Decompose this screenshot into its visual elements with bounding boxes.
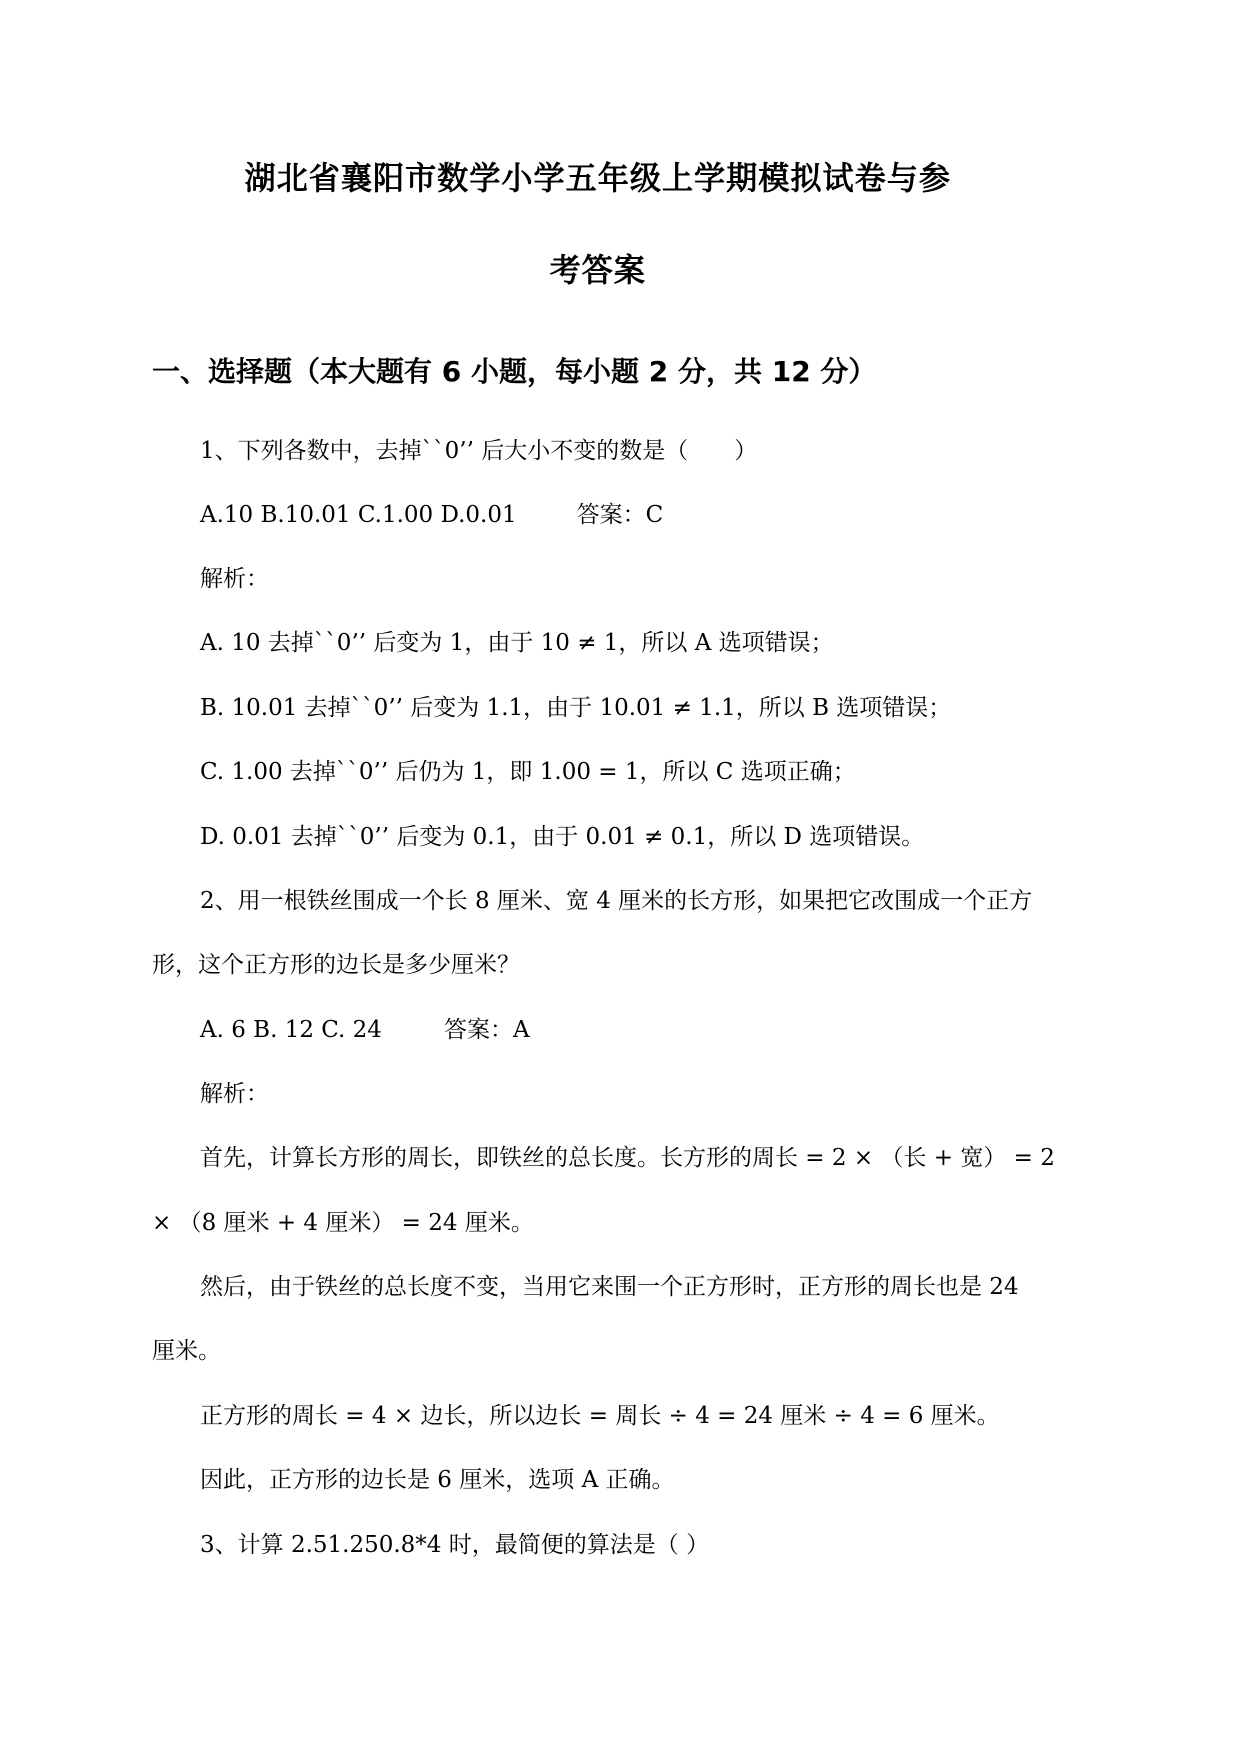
question-1-analysis-d: D. 0.01 去掉``0’’ 后变为 0.1，由于 0.01 ≠ 0.1，所以 D 选项错误。 bbox=[200, 824, 925, 850]
document-title-line-1: 湖北省襄阳市数学小学五年级上学期模拟试卷与参 bbox=[244, 159, 951, 197]
question-1-options-row bbox=[200, 500, 663, 530]
question-2-analysis-3: 然后，由于铁丝的总长度不变，当用它来围一个正方形时，正方形的周长也是 24 bbox=[200, 1274, 1019, 1300]
question-2-analysis-6: 因此，正方形的边长是 6 厘米，选项 A 正确。 bbox=[200, 1467, 675, 1493]
question-3: 3、计算 2.51.250.8*4 时，最简便的算法是（ ） bbox=[200, 1532, 710, 1558]
question-2-options-row bbox=[200, 1015, 530, 1045]
question-1-analysis-b: B. 10.01 去掉``0’’ 后变为 1.1，由于 10.01 ≠ 1.1，所以 B 选项错误； bbox=[200, 695, 952, 721]
question-2-options: A. 6 B. 12 C. 24 bbox=[200, 1017, 382, 1043]
question-2-answer: 答案：A bbox=[443, 1017, 530, 1043]
question-1: 1、下列各数中，去掉``0’’ 后大小不变的数是（ ） bbox=[200, 438, 758, 464]
question-1-options: A.10 B.10.01 C.1.00 D.0.01 bbox=[200, 502, 517, 528]
document-title-line-2: 考答案 bbox=[549, 251, 646, 289]
question-2-analysis-2: × （8 厘米 + 4 厘米） = 24 厘米。 bbox=[152, 1210, 534, 1236]
question-2-analysis-label: 解析： bbox=[200, 1081, 269, 1107]
question-2-line-1: 2、用一根铁丝围成一个长 8 厘米、宽 4 厘米的长方形，如果把它改围成一个正方 bbox=[200, 888, 1033, 914]
question-1-analysis-label: 解析： bbox=[200, 566, 269, 592]
question-1-answer: 答案：C bbox=[576, 502, 664, 528]
question-1-analysis-c: C. 1.00 去掉``0’’ 后仍为 1，即 1.00 = 1，所以 C 选项正确； bbox=[200, 759, 856, 785]
section-heading-multiple-choice: 一、选择题（本大题有 6 小题，每小题 2 分，共 12 分） bbox=[152, 355, 877, 388]
question-1-analysis-a: A. 10 去掉``0’’ 后变为 1，由于 10 ≠ 1，所以 A 选项错误； bbox=[200, 630, 834, 656]
question-2-analysis-5: 正方形的周长 = 4 × 边长，所以边长 = 周长 ÷ 4 = 24 厘米 ÷ 4 = 6 厘米。 bbox=[200, 1403, 1000, 1429]
question-2-analysis-4: 厘米。 bbox=[152, 1338, 221, 1364]
question-2-analysis-1: 首先，计算长方形的周长，即铁丝的总长度。长方形的周长 = 2 × （长 + 宽） = 2 bbox=[200, 1145, 1055, 1171]
question-2-line-2: 形，这个正方形的边长是多少厘米？ bbox=[152, 952, 520, 978]
